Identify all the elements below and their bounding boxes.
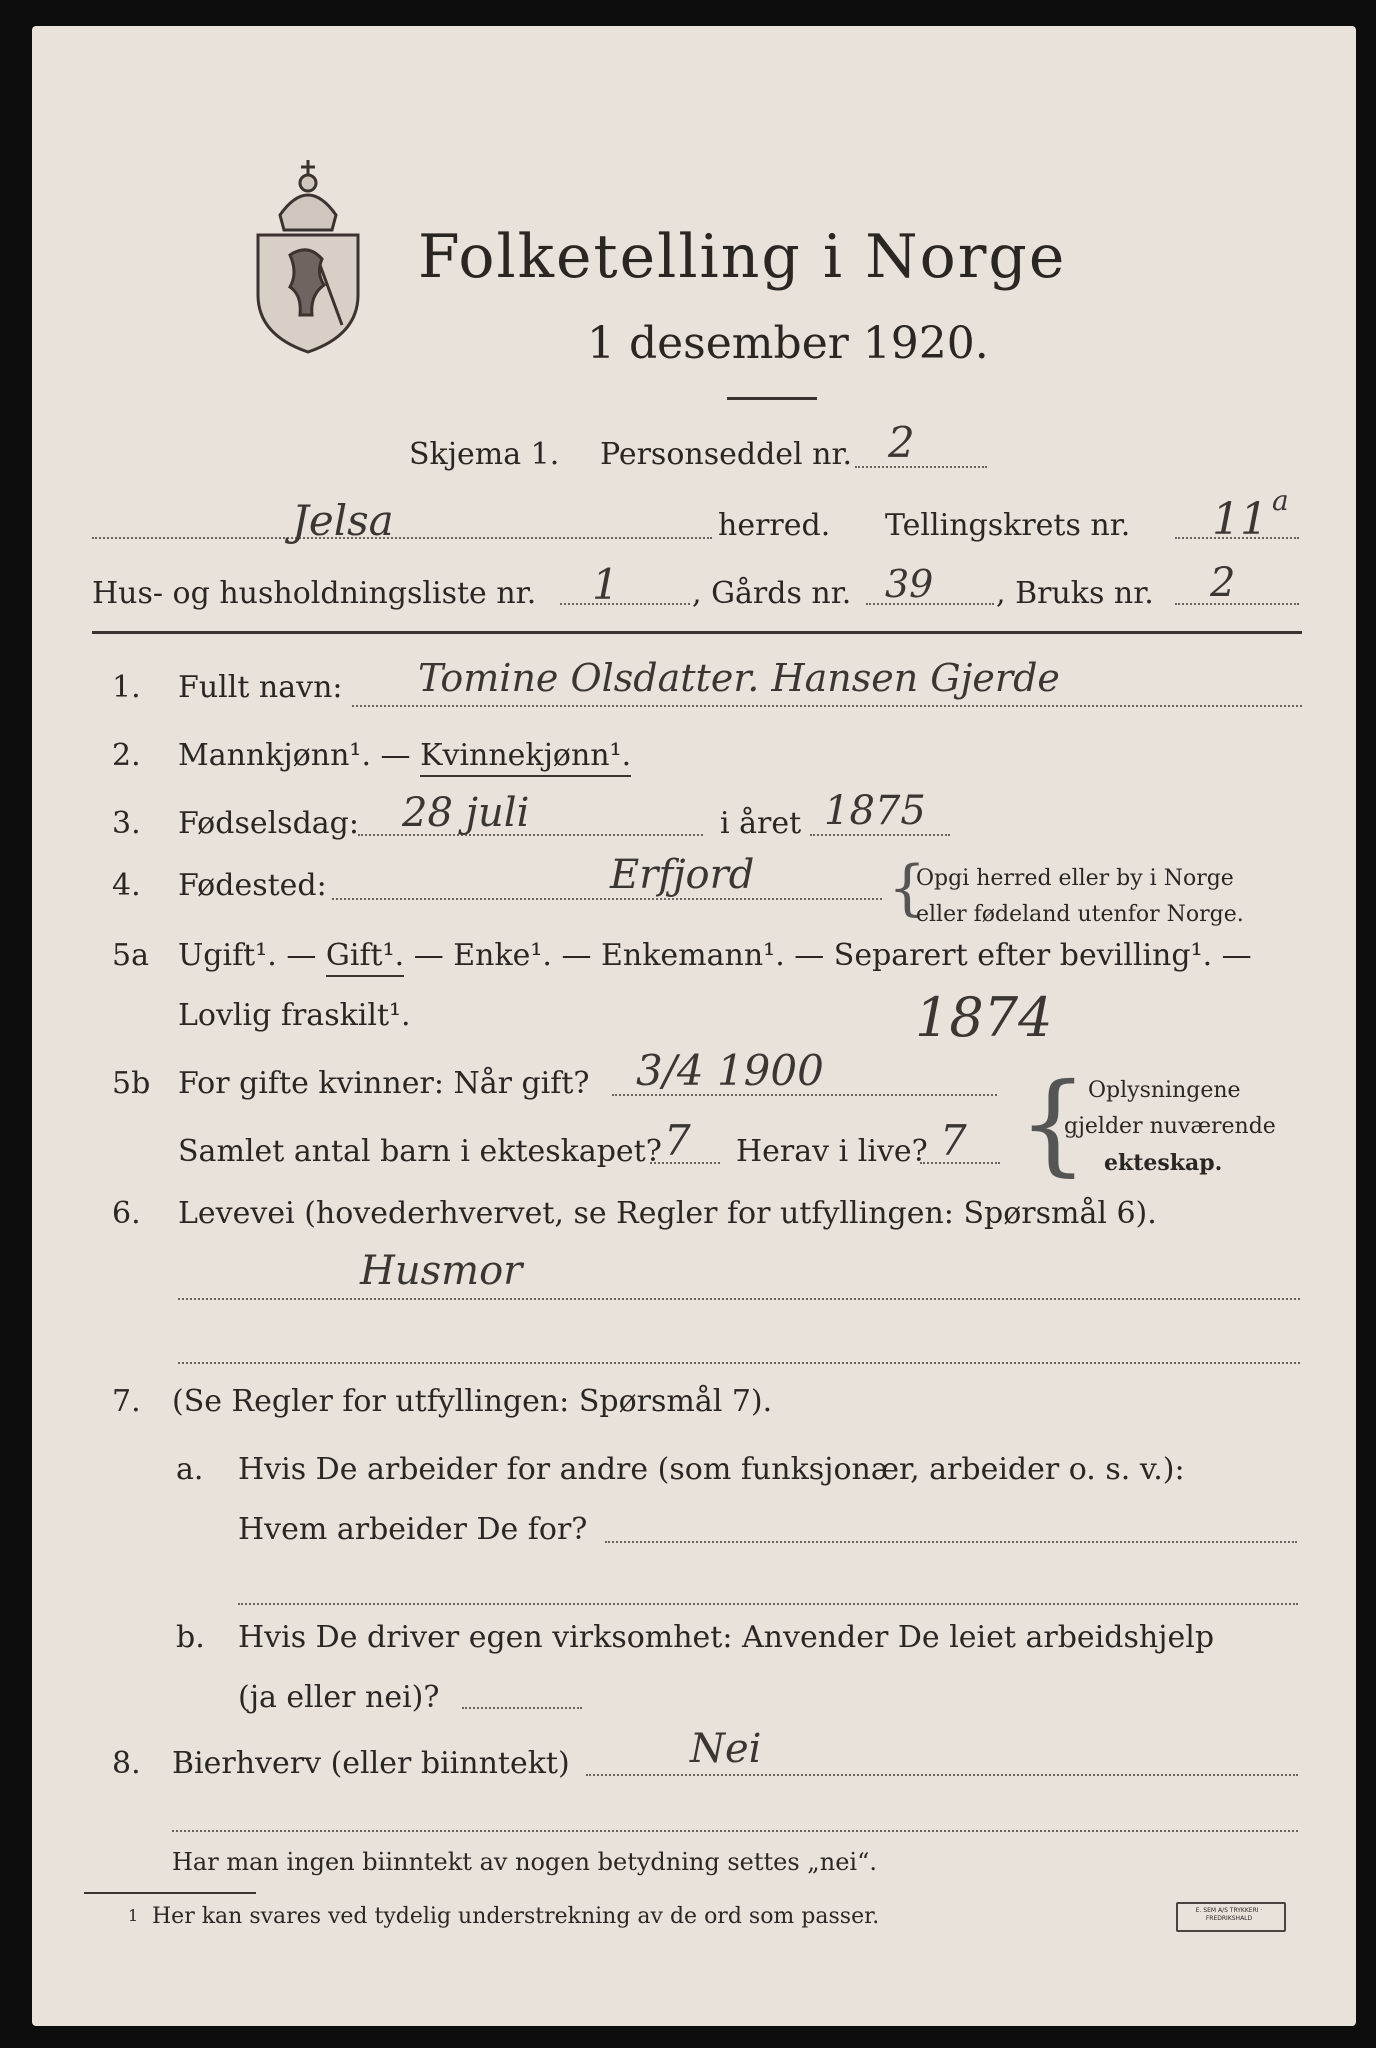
q5b-live-label: Herav i live? bbox=[736, 1134, 928, 1169]
q7b-line2: (ja eller nei)? bbox=[238, 1680, 440, 1715]
q6-line2 bbox=[178, 1362, 1300, 1364]
q7a-line2: Hvem arbeider De for? bbox=[238, 1512, 588, 1547]
q5b-note-line2: gjelder nuværende bbox=[1064, 1114, 1276, 1139]
title-divider bbox=[727, 397, 817, 400]
q2-mannkjonn: Mannkjønn¹. — bbox=[178, 738, 421, 773]
q7b-text: Hvis De driver egen virksomhet: Anvender De leiet arbeidshjelp bbox=[238, 1620, 1215, 1655]
q5b-live-value: 7 bbox=[940, 1116, 967, 1165]
q7a-letter: a. bbox=[176, 1452, 204, 1487]
q6-value: Husmor bbox=[360, 1248, 523, 1294]
q7b-letter: b. bbox=[176, 1620, 205, 1655]
q5b-number: 5b bbox=[112, 1066, 151, 1101]
q4-value: Erfjord bbox=[610, 852, 755, 898]
q5b-barn-value: 7 bbox=[664, 1116, 691, 1165]
printer-stamp-text: E. SEM A/S TRYKKERI · FREDRIKSHALD bbox=[1195, 1907, 1263, 1922]
q5a-annotation: 1874 bbox=[915, 986, 1053, 1049]
personseddel-value: 2 bbox=[888, 418, 915, 467]
q6-line1 bbox=[178, 1298, 1300, 1300]
bruks-line bbox=[1175, 603, 1299, 605]
q7a-answer-line1 bbox=[605, 1541, 1297, 1543]
q8-number: 8. bbox=[112, 1746, 141, 1781]
q5a-others: — Enke¹. — Enkemann¹. — Separert efter bevilling¹. — bbox=[404, 938, 1252, 973]
q8-label: Bierhverv (eller biinntekt) bbox=[172, 1746, 570, 1781]
q4-label: Fødested: bbox=[178, 868, 327, 903]
q1-line bbox=[352, 705, 1302, 707]
q8-line2 bbox=[172, 1830, 1298, 1832]
q8-value: Nei bbox=[690, 1726, 762, 1772]
q8-note: Har man ingen biinntekt av nogen betydning settes „nei“. bbox=[172, 1848, 877, 1876]
q2-text bbox=[178, 738, 631, 773]
q5a-line2: Lovlig fraskilt¹. bbox=[178, 998, 411, 1033]
personseddel-line bbox=[855, 466, 987, 468]
footnote-text: Her kan svares ved tydelig understrekning av de ord som passer. bbox=[152, 1904, 880, 1929]
herred-line bbox=[92, 537, 712, 539]
hus-line bbox=[560, 603, 690, 605]
q5a-text bbox=[178, 938, 1252, 973]
personseddel-label: Personseddel nr. bbox=[600, 437, 853, 472]
q2-number: 2. bbox=[112, 738, 141, 773]
q4-note-line2: eller fødeland utenfor Norge. bbox=[916, 902, 1244, 927]
q5b-value: 3/4 1900 bbox=[636, 1046, 824, 1095]
q6-text: Levevei (hovederhvervet, se Regler for utfyllingen: Spørsmål 6). bbox=[178, 1196, 1157, 1231]
bruks-label: , Bruks nr. bbox=[996, 576, 1154, 611]
q3-value: 28 juli bbox=[402, 790, 530, 836]
bruks-value: 2 bbox=[1210, 560, 1236, 606]
q7-text: (Se Regler for utfyllingen: Spørsmål 7). bbox=[172, 1384, 773, 1419]
q5a-gift: Gift¹. bbox=[326, 938, 404, 977]
q3-number: 3. bbox=[112, 806, 141, 841]
skjema-label: Skjema 1. bbox=[409, 437, 560, 472]
form-title: Folketelling i Norge bbox=[418, 222, 1067, 292]
q5b-label: For gifte kvinner: Når gift? bbox=[178, 1066, 590, 1101]
q3-label: Fødselsdag: bbox=[178, 806, 359, 841]
q4-note-line1: Opgi herred eller by i Norge bbox=[916, 866, 1234, 891]
q8-line bbox=[586, 1774, 1298, 1776]
q7-number: 7. bbox=[112, 1384, 141, 1419]
q3-year-line bbox=[810, 834, 950, 836]
gards-value: 39 bbox=[885, 562, 934, 606]
gards-label: , Gårds nr. bbox=[692, 576, 852, 611]
header-divider bbox=[92, 631, 1302, 634]
q7a-answer-line2 bbox=[238, 1603, 1298, 1605]
q4-line bbox=[332, 898, 882, 900]
q1-label: Fullt navn: bbox=[178, 670, 343, 705]
q4-brace: { bbox=[888, 853, 927, 923]
hus-value: 1 bbox=[592, 560, 619, 609]
q1-number: 1. bbox=[112, 670, 141, 705]
q7b-answer-line bbox=[462, 1707, 582, 1709]
q5b-barn-label: Samlet antal barn i ekteskapet? bbox=[178, 1134, 662, 1169]
herred-value: Jelsa bbox=[292, 496, 394, 545]
q7a-text: Hvis De arbeider for andre (som funksjonær, arbeider o. s. v.): bbox=[238, 1452, 1185, 1487]
footnote-divider bbox=[84, 1892, 256, 1894]
q3-year-value: 1875 bbox=[824, 788, 926, 834]
herred-label: herred. bbox=[718, 508, 831, 543]
q5b-brace: { bbox=[1018, 1059, 1088, 1187]
q4-number: 4. bbox=[112, 868, 141, 903]
footnote-marker: 1 bbox=[128, 1906, 139, 1925]
q2-kvinnekjonn: Kvinnekjønn¹. bbox=[420, 738, 631, 777]
form-date: 1 desember 1920. bbox=[587, 318, 989, 369]
tellingskrets-label: Tellingskrets nr. bbox=[885, 508, 1131, 543]
tellingskrets-value: 11 bbox=[1212, 494, 1268, 545]
tellingskrets-superscript: a bbox=[1272, 484, 1289, 517]
norwegian-coat-of-arms-icon bbox=[250, 155, 366, 355]
q1-value: Tomine Olsdatter. Hansen Gjerde bbox=[418, 656, 1060, 700]
q5a-ugift: Ugift¹. — bbox=[178, 938, 326, 973]
q5b-note-line1: Oplysningene bbox=[1088, 1078, 1241, 1103]
q5a-number: 5a bbox=[112, 938, 149, 973]
q6-number: 6. bbox=[112, 1196, 141, 1231]
q5b-note-line3: ekteskap. bbox=[1104, 1150, 1223, 1176]
q3-year-label: i året bbox=[720, 806, 802, 841]
hus-label: Hus- og husholdningsliste nr. bbox=[92, 576, 537, 611]
